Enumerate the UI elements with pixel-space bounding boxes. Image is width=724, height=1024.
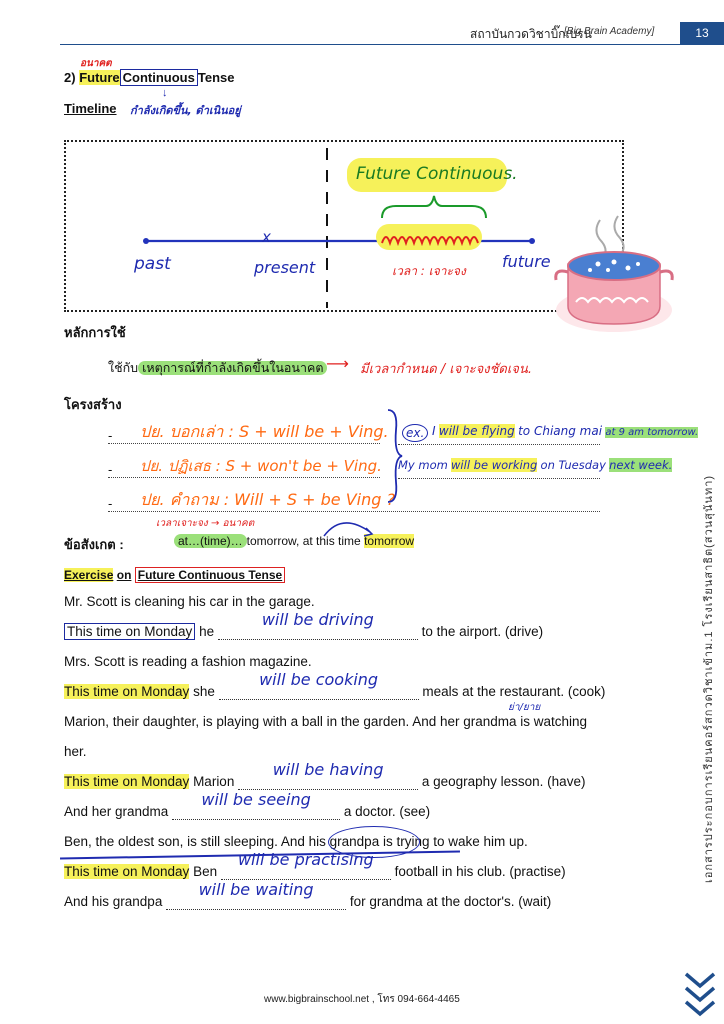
boiling-pot-illustration xyxy=(548,210,678,340)
answer-text: will be practising xyxy=(237,850,374,869)
exercise-text: her. xyxy=(64,744,87,759)
side-text: เอกสารประกอบการเรียนคอร์สกวดวิชาเข้าม.1 โรงเรียนสาธิต(สวนสุนันทา) xyxy=(703,474,715,884)
structure-dotline-extension xyxy=(398,478,600,479)
exercise-text: Ben, the oldest son, is still sleeping. And his grandpa is trying to wake him up. xyxy=(64,834,528,849)
exercise-line-5 xyxy=(64,714,587,729)
bullet: - xyxy=(108,496,113,511)
note-continuous: กำลังเกิดขึ้น, ดำเนินอยู่ xyxy=(130,104,241,117)
ex2-time: next week. xyxy=(609,458,673,472)
exercise-line-4 xyxy=(64,670,606,700)
structure-row-3 xyxy=(108,492,600,512)
label-period: เวลา : เจาะจง xyxy=(392,264,466,278)
obs-tomorrow: tomorrow xyxy=(364,534,415,548)
label-past: past xyxy=(134,254,171,274)
exercise-line-11 xyxy=(64,880,552,910)
answer-blank[interactable] xyxy=(238,760,418,790)
exercise-line-7 xyxy=(64,760,586,790)
timeline-drawing xyxy=(64,140,624,312)
exercise-text: Mrs. Scott is reading a fashion magazine. xyxy=(64,654,312,669)
structure-row-2 xyxy=(108,458,380,478)
obs-note-top: เวลาเจาะจง → อนาคต xyxy=(156,518,255,529)
label-present: present xyxy=(254,258,316,277)
ex1-subject: I xyxy=(432,424,436,438)
footer-text: www.bigbrainschool.net , โทร 094-664-4465 xyxy=(264,994,460,1005)
subject: he xyxy=(195,624,218,639)
exercise-text: Marion, their daughter, is playing with a ball in the garden. And her grandma is watching xyxy=(64,714,588,729)
rest: a geography lesson. (have) xyxy=(418,774,586,789)
chevron-down-icon xyxy=(682,970,718,1020)
exercise-label: Exercise xyxy=(64,568,114,582)
lead-phrase: This time on Monday xyxy=(64,864,190,879)
arrow-down-icon: ↓ xyxy=(162,87,168,99)
title-future: Future xyxy=(79,70,120,85)
bullet: - xyxy=(108,462,113,477)
obs-note-b: อนาคต xyxy=(222,518,255,529)
exercise-line-10 xyxy=(64,850,566,880)
lead-phrase: And her grandma xyxy=(64,804,173,819)
form-negative: ปย. ปฏิเสธ : S + won't be + Ving. xyxy=(140,457,382,475)
ex1-verb: will be flying xyxy=(438,424,515,438)
future-end-dot xyxy=(529,238,535,244)
answer-blank[interactable] xyxy=(172,790,340,820)
exercise-line-6 xyxy=(64,744,87,759)
answer-text: will be having xyxy=(272,760,384,779)
structure-heading: โครงสร้าง xyxy=(64,397,122,412)
rest: meals at the restaurant. (cook) xyxy=(418,684,606,699)
subject: Ben xyxy=(189,864,221,879)
title-tense: Tense xyxy=(197,70,235,85)
structure-dotline-extension xyxy=(398,444,600,445)
exercise-line-8 xyxy=(64,790,431,820)
title-continuous: Continuous xyxy=(120,69,198,86)
subject: she xyxy=(189,684,219,699)
timeline-label: Timeline xyxy=(64,101,117,116)
institute-name: สถาบันกวดวิชาบิ๊กเบรน xyxy=(470,27,592,41)
ex2-verb: will be working xyxy=(451,458,538,472)
ex1-place: to Chiang mai xyxy=(518,424,603,438)
ex2-subject: My mom xyxy=(398,458,448,472)
exercise-topic: Future Continuous Tense xyxy=(135,567,285,583)
usage-text xyxy=(108,358,327,378)
obs-note-a: เวลาเจาะจง xyxy=(156,518,208,529)
observation-heading: ข้อสังเกต : xyxy=(64,537,124,552)
lead-phrase: This time on Monday xyxy=(64,623,195,640)
exercise-line-2 xyxy=(64,610,544,640)
side-vertical-text xyxy=(698,400,718,960)
example-1 xyxy=(432,424,698,438)
answer-text: will be cooking xyxy=(259,670,379,689)
exercise-on: on xyxy=(116,568,132,582)
rest: football in his club. (practise) xyxy=(390,864,566,879)
structure-bracket xyxy=(384,406,404,506)
header-rule xyxy=(60,44,724,45)
obs-time: at…(time)… xyxy=(174,534,247,548)
present-marker: x xyxy=(262,228,271,246)
rest: for grandma at the doctor's. (wait) xyxy=(346,894,552,909)
ex1-time: at 9 am tomorrow. xyxy=(605,427,699,438)
section-title xyxy=(64,70,234,85)
section-number: 2) xyxy=(64,70,76,85)
answer-text: will be seeing xyxy=(201,790,311,809)
lead-phrase: This time on Monday xyxy=(64,684,190,699)
answer-blank[interactable] xyxy=(166,880,346,910)
exercise-heading xyxy=(64,568,285,582)
period-brace xyxy=(382,196,486,218)
bullet: - xyxy=(108,428,113,443)
obs-phrase: tomorrow, at this time xyxy=(246,534,361,548)
page-number-text: 13 xyxy=(695,26,709,40)
exercise-line-9 xyxy=(64,834,528,849)
usage-note: มีเวลากำหนด / เจาะจงชัดเจน. xyxy=(360,362,532,377)
arrow-right-icon: ⟶ xyxy=(326,356,349,373)
past-end-dot xyxy=(143,238,149,244)
answer-blank[interactable] xyxy=(221,850,391,880)
lead-phrase: And his grandpa xyxy=(64,894,167,909)
institute-name-en: [Big Brain Academy] xyxy=(564,26,655,37)
chart-title: Future Continuous. xyxy=(356,164,518,184)
answer-blank[interactable] xyxy=(218,610,418,640)
form-question: ปย. คำถาม : Will + S + be Ving ? xyxy=(140,490,395,509)
exercise-line-3 xyxy=(64,654,312,669)
subject: Marion xyxy=(189,774,239,789)
structure-row-1 xyxy=(108,422,389,444)
page-number xyxy=(680,22,724,44)
example-2 xyxy=(398,458,672,472)
rest: a doctor. (see) xyxy=(340,804,431,819)
note-future: อนาคต xyxy=(80,58,112,69)
ex-label: ex. xyxy=(402,424,428,442)
rest: to the airport. (drive) xyxy=(417,624,544,639)
form-affirmative: ปย. บอกเล่า : S + will be + Ving. xyxy=(140,422,389,441)
lead-phrase: This time on Monday xyxy=(64,774,190,789)
label-future: future xyxy=(502,252,551,271)
usage-prefix: ใช้กับ xyxy=(108,361,139,375)
answer-blank[interactable] xyxy=(219,670,419,700)
note-grandma: ย่า/ยาย xyxy=(508,702,541,713)
ex2-day: on Tuesday xyxy=(540,458,606,472)
answer-text: will be driving xyxy=(261,610,374,629)
answer-text: will be waiting xyxy=(198,880,314,899)
exercise-line-1 xyxy=(64,594,315,609)
exercise-text: Mr. Scott is cleaning his car in the garage. xyxy=(64,594,315,609)
usage-highlight: เหตุการณ์ที่กำลังเกิดขึ้นในอนาคต xyxy=(138,361,327,375)
page-header xyxy=(430,22,724,44)
obs-arrow-curve xyxy=(320,514,380,538)
usage-heading: หลักการใช้ xyxy=(64,325,126,340)
